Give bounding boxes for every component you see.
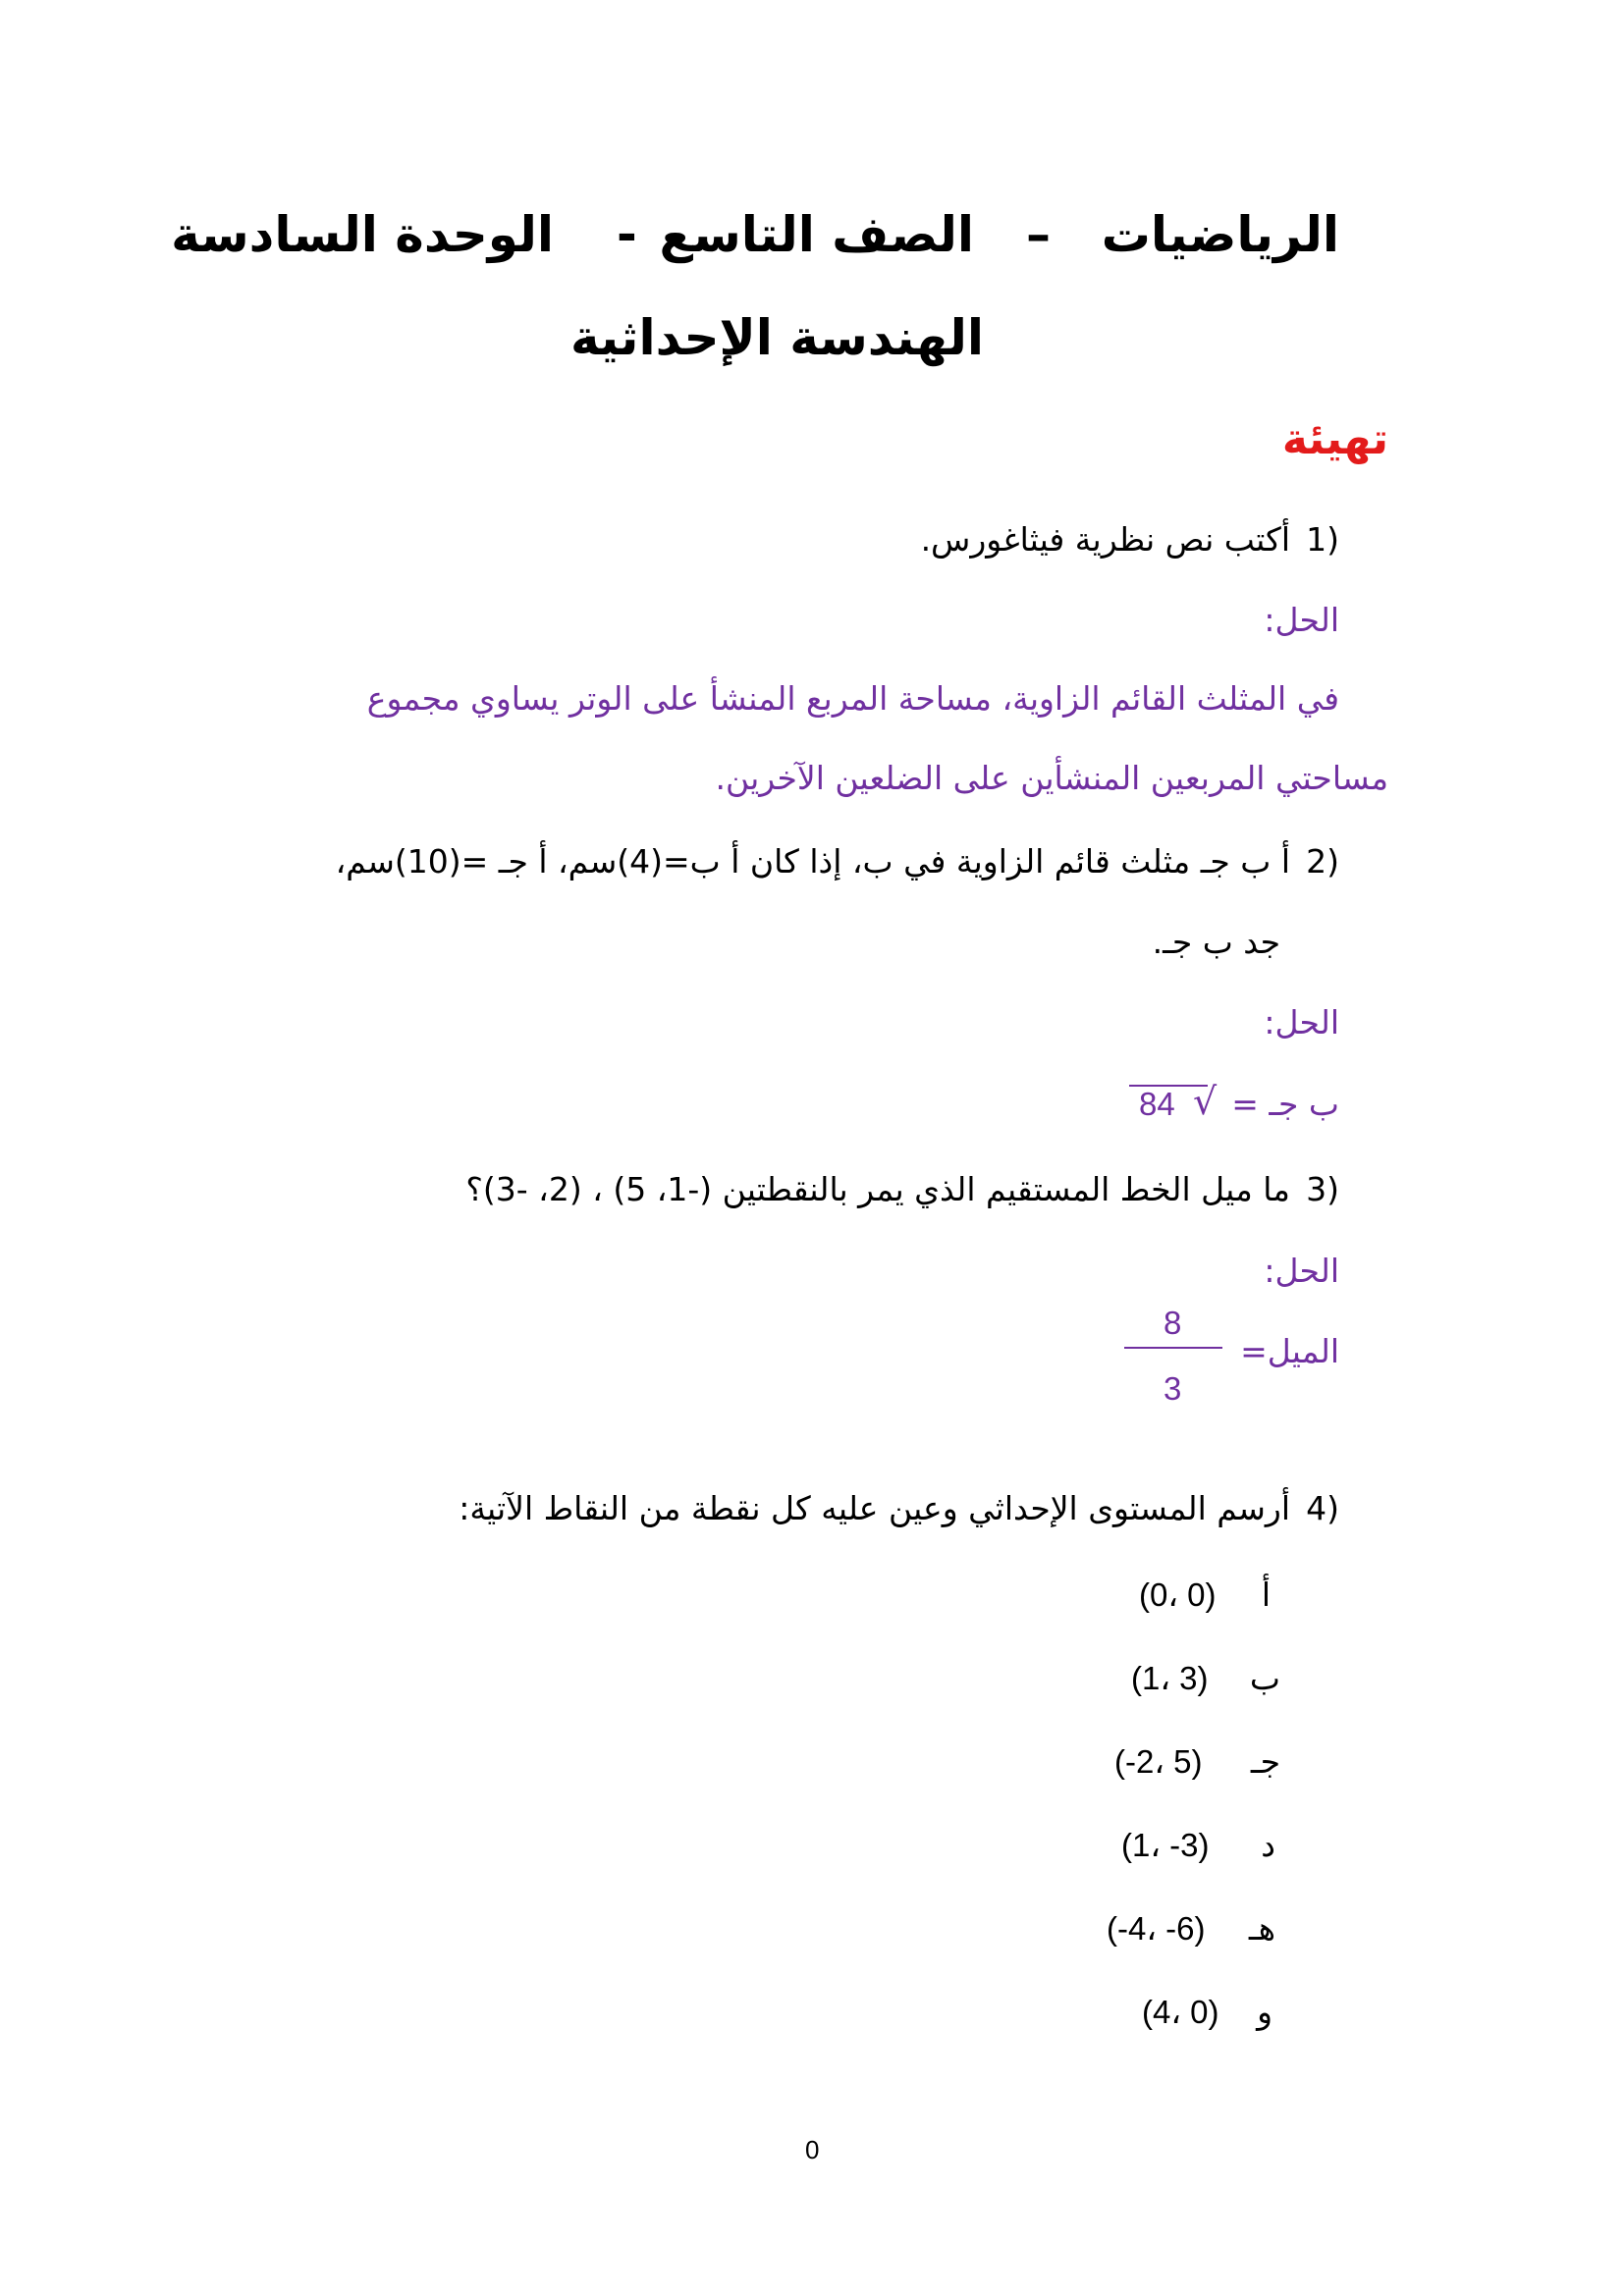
q3-solution-label: الحل:	[1264, 1252, 1339, 1290]
point-label-a: أ	[1261, 1575, 1271, 1614]
q4-number: 4)	[1306, 1489, 1339, 1527]
q3-number: 3)	[1306, 1170, 1339, 1208]
q1-text: أكتب نص نظرية فيثاغورس.	[920, 520, 1290, 559]
page-title: الهندسة الإحداثية	[569, 309, 984, 366]
fraction-numerator: 8	[1164, 1305, 1182, 1341]
q2-text-line-2: جد ب جـ.	[1152, 923, 1280, 961]
q2-text-line-1: أ ب جـ مثلث قائم الزاوية في ب، إذا كان أ ب=(4)سم، أ جـ =(10)سم،	[335, 842, 1290, 881]
point-coords-a: (0، 0)	[1139, 1576, 1217, 1613]
q1-number: 1)	[1306, 520, 1339, 559]
point-coords-b: (1، 3)	[1131, 1660, 1209, 1696]
page-number: 0	[805, 2135, 820, 2164]
q2-answer-lhs: ب جـ =	[1231, 1085, 1339, 1123]
q1-solution-label: الحل:	[1264, 601, 1339, 639]
fraction-bar	[1124, 1347, 1222, 1349]
point-coords-c: (-2، 5)	[1114, 1743, 1203, 1780]
q2-number: 2)	[1306, 842, 1339, 881]
point-coords-e: (-4، -6)	[1107, 1910, 1206, 1947]
title-grade: الصف التاسع	[659, 206, 974, 263]
q2-solution-label: الحل:	[1264, 1003, 1339, 1041]
point-label-e: هـ	[1248, 1909, 1275, 1948]
q3-answer-lhs: الميل=	[1240, 1332, 1339, 1370]
q1-answer-line-1: في المثلث القائم الزاوية، مساحة المربع المنشأ على الوتر يساوي مجموع	[366, 679, 1339, 718]
point-label-f: و	[1257, 1993, 1272, 2031]
sqrt-icon: √	[1193, 1080, 1218, 1123]
point-label-c: جـ	[1250, 1742, 1280, 1781]
q3-text: ما ميل الخط المستقيم الذي يمر بالنقطتين (-1، 5) ، (2، -3)؟	[465, 1170, 1290, 1208]
point-coords-d: (1، -3)	[1121, 1827, 1210, 1863]
point-label-b: ب	[1249, 1659, 1280, 1697]
title-dash-1: –	[1026, 206, 1051, 263]
title-dash-2: -	[617, 206, 637, 263]
q4-text: أرسم المستوى الإحداثي وعين عليه كل نقطة من النقاط الآتية:	[459, 1489, 1290, 1527]
title-unit: الوحدة السادسة	[171, 206, 554, 263]
q2-answer-radicand: 84	[1139, 1086, 1175, 1122]
point-label-d: د	[1261, 1826, 1275, 1864]
section-heading: تهيئة	[1281, 414, 1388, 464]
q1-answer-line-2: مساحتي المربعين المنشأين على الضلعين الآخرين.	[715, 759, 1388, 797]
title-subject: الرياضيات	[1101, 206, 1339, 263]
fraction-denominator: 3	[1164, 1370, 1182, 1407]
point-coords-f: (4، 0)	[1142, 1994, 1219, 2030]
